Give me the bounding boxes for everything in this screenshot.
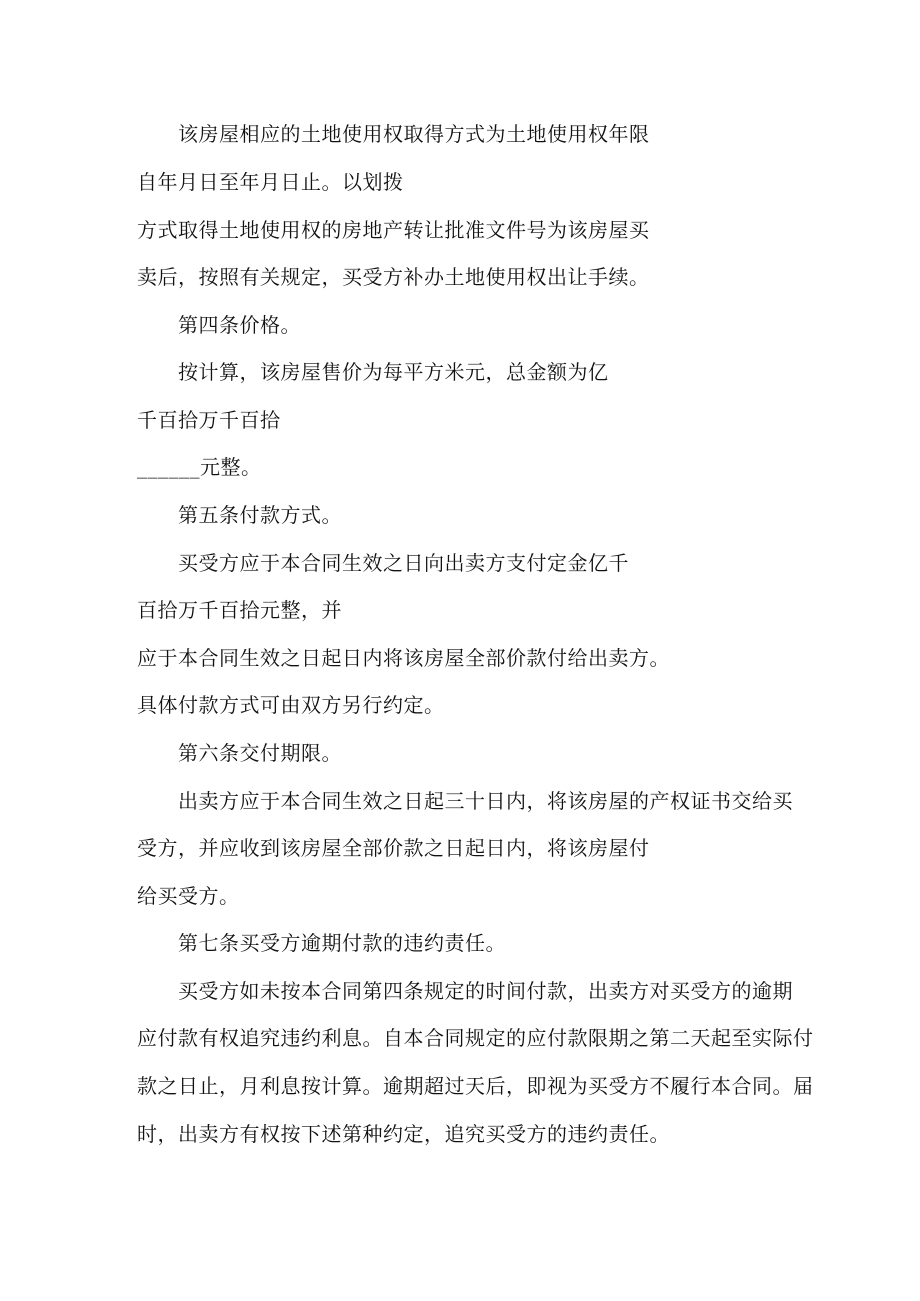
paragraph-line-1: 该房屋相应的土地使用权取得方式为土地使用权年限 (178, 122, 650, 146)
paragraph-line-17: 款之日止，月利息按计算。逾期超过天后，即视为买受方不履行本合同。届 (137, 1074, 814, 1098)
article-heading-7: 第七条买受方逾期付款的违约责任。 (178, 931, 506, 955)
paragraph-line-8: 买受方应于本合同生效之日向出卖方支付定金亿千 (178, 551, 629, 575)
paragraph-line-6: 千百拾万千百拾 (137, 408, 281, 432)
article-heading-6: 第六条交付期限。 (178, 741, 342, 765)
paragraph-line-3: 方式取得土地使用权的房地产转让批准文件号为该房屋买 (137, 218, 650, 242)
paragraph-line-2: 自年月日至年月日止。以划拨 (137, 170, 404, 194)
paragraph-line-16: 应付款有权追究违约利息。自本合同规定的应付款限期之第二天起至实际付 (137, 1026, 814, 1050)
paragraph-line-14: 给买受方。 (137, 884, 240, 908)
paragraph-line-13: 受方，并应收到该房屋全部价款之日起日内，将该房屋付 (137, 836, 650, 860)
paragraph-line-11: 具体付款方式可由双方另行约定。 (137, 693, 445, 717)
article-heading-5: 第五条付款方式。 (178, 503, 342, 527)
paragraph-line-9: 百拾万千百拾元整，并 (137, 598, 342, 622)
paragraph-line-18: 时，出卖方有权按下述第种约定，追究买受方的违约责任。 (137, 1122, 670, 1146)
paragraph-line-12: 出卖方应于本合同生效之日起三十日内，将该房屋的产权证书交给买 (178, 789, 793, 813)
paragraph-line-15: 买受方如未按本合同第四条规定的时间付款，出卖方对买受方的逾期 (178, 979, 793, 1003)
paragraph-line-5: 按计算，该房屋售价为每平方米元，总金额为亿 (178, 360, 609, 384)
paragraph-line-4: 卖后，按照有关规定，买受方补办土地使用权出让手续。 (137, 265, 650, 289)
paragraph-line-10: 应于本合同生效之日起日内将该房屋全部价款付给出卖方。 (137, 646, 670, 670)
paragraph-line-7: ______元整。 (137, 455, 262, 479)
article-heading-4: 第四条价格。 (178, 313, 301, 337)
